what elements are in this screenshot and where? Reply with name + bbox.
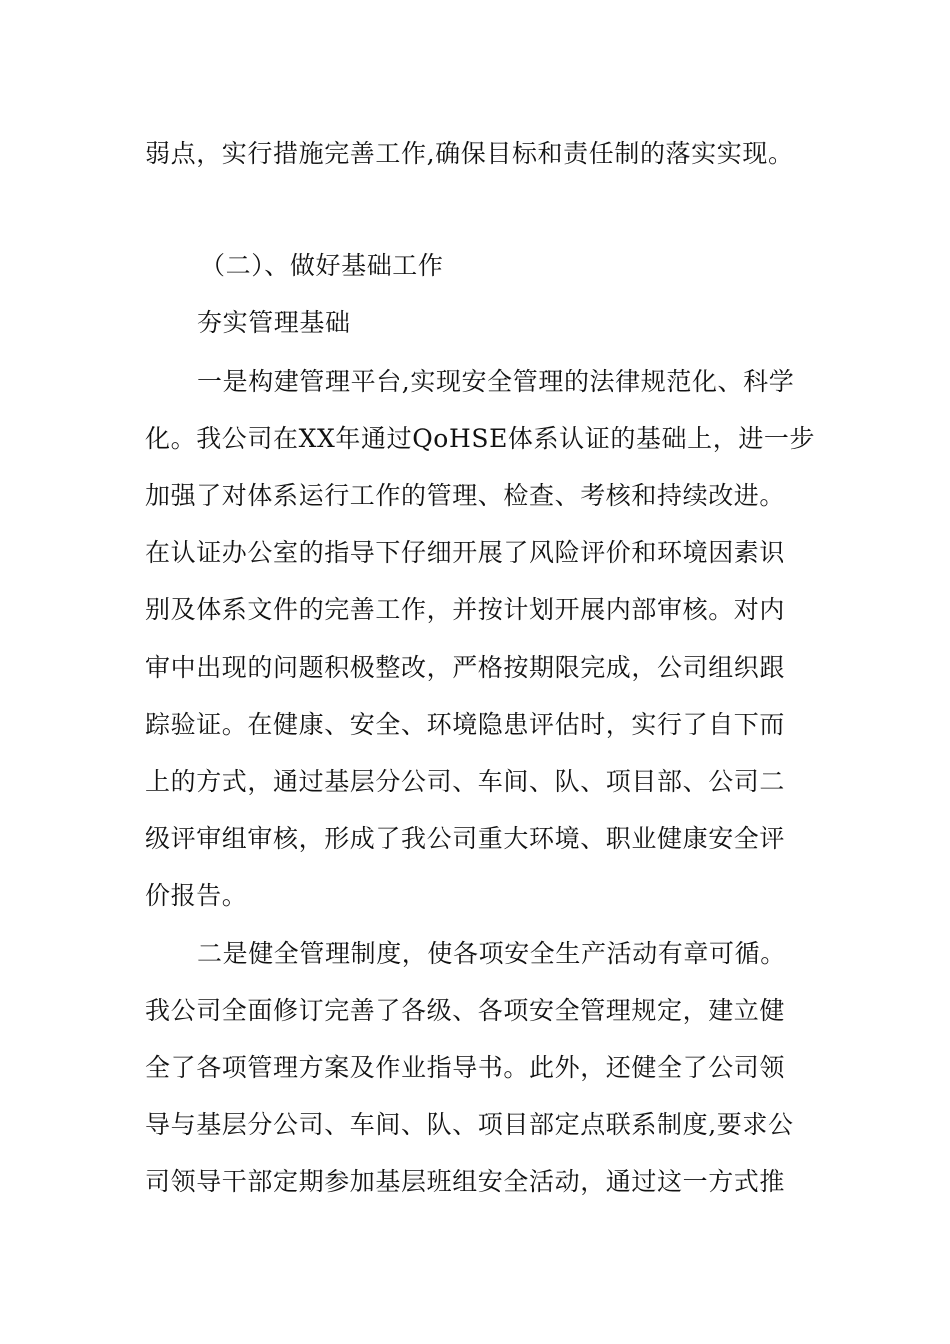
text-line: 踪验证。在健康、安全、环境隐患评估时，实行了自下而 <box>145 710 786 739</box>
text-line: 司领导干部定期参加基层班组安全活动，通过这一方式推 <box>145 1167 786 1196</box>
text-line: 价报告。 <box>145 881 248 910</box>
text-line: 上的方式，通过基层分公司、车间、队、项目部、公司二 <box>145 767 786 796</box>
text-line: 审中出现的问题积极整改，严格按期限完成，公司组织跟 <box>145 653 786 682</box>
text-line: 化。我公司在XX年通过QoHSE体系认证的基础上，进一步 <box>145 424 816 453</box>
text-line: 加强了对体系运行工作的管理、检查、考核和持续改进。 <box>145 481 786 510</box>
text-line: 一是构建管理平台,实现安全管理的法律规范化、科学 <box>197 367 795 396</box>
section-heading: （二）、做好基础工作 <box>200 251 444 280</box>
text-line: 导与基层分公司、车间、队、项目部定点联系制度,要求公 <box>145 1110 794 1139</box>
text-line: 在认证办公室的指导下仔细开展了风险评价和环境因素识 <box>145 538 786 567</box>
text-line: 我公司全面修订完善了各级、各项安全管理规定，建立健 <box>145 996 786 1025</box>
text-line: 全了各项管理方案及作业指导书。此外，还健全了公司领 <box>145 1053 786 1082</box>
text-line: 二是健全管理制度，使各项安全生产活动有章可循。 <box>197 939 786 968</box>
text-line: 级评审组审核，形成了我公司重大环境、职业健康安全评 <box>145 824 786 853</box>
text-line: 别及体系文件的完善工作，并按计划开展内部审核。对内 <box>145 595 786 624</box>
text-line: 弱点，实行措施完善工作,确保目标和责任制的落实实现。 <box>145 139 794 168</box>
subheading: 夯实管理基础 <box>197 308 351 337</box>
